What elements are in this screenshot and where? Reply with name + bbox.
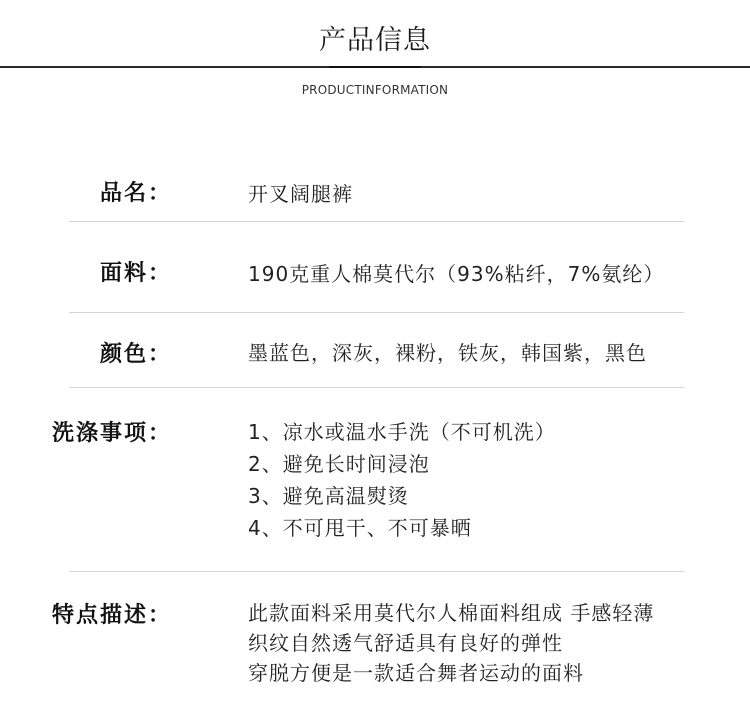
colors-value: 墨蓝色，深灰，裸粉，铁灰，韩国紫，黑色: [248, 341, 647, 365]
features-line: 织纹自然透气舒适具有良好的弹性: [248, 631, 563, 655]
row-divider: [69, 571, 684, 572]
product-name-value: 开叉阔腿裤: [248, 182, 353, 206]
fabric-value: 190克重人棉莫代尔（93%粘纤，7%氨纶）: [248, 262, 665, 286]
washing-list: [248, 416, 556, 544]
washing-item: 2、避免长时间浸泡: [248, 452, 430, 476]
fabric-label: 面料：: [99, 261, 172, 286]
row-divider: [69, 312, 684, 313]
washing-item: 1、凉水或温水手洗（不可机洗）: [248, 420, 556, 444]
features-label: 特点描述：: [51, 603, 172, 628]
header-divider-accent: [329, 66, 421, 68]
row-divider: [69, 221, 684, 222]
features-text: [248, 598, 654, 688]
section-title: 产品信息: [319, 25, 431, 56]
features-line: 此款面料采用莫代尔人棉面料组成 手感轻薄: [248, 601, 655, 625]
product-name-label: 品名：: [99, 181, 172, 206]
washing-label: 洗涤事项：: [51, 421, 172, 446]
row-divider: [69, 387, 684, 388]
section-subtitle: PRODUCTINFORMATION: [301, 83, 449, 97]
features-line: 穿脱方便是一款适合舞者运动的面料: [248, 661, 584, 685]
washing-item: 3、避免高温熨烫: [248, 484, 409, 508]
washing-item: 4、不可甩干、不可暴晒: [248, 516, 472, 540]
colors-label: 颜色：: [99, 342, 172, 367]
